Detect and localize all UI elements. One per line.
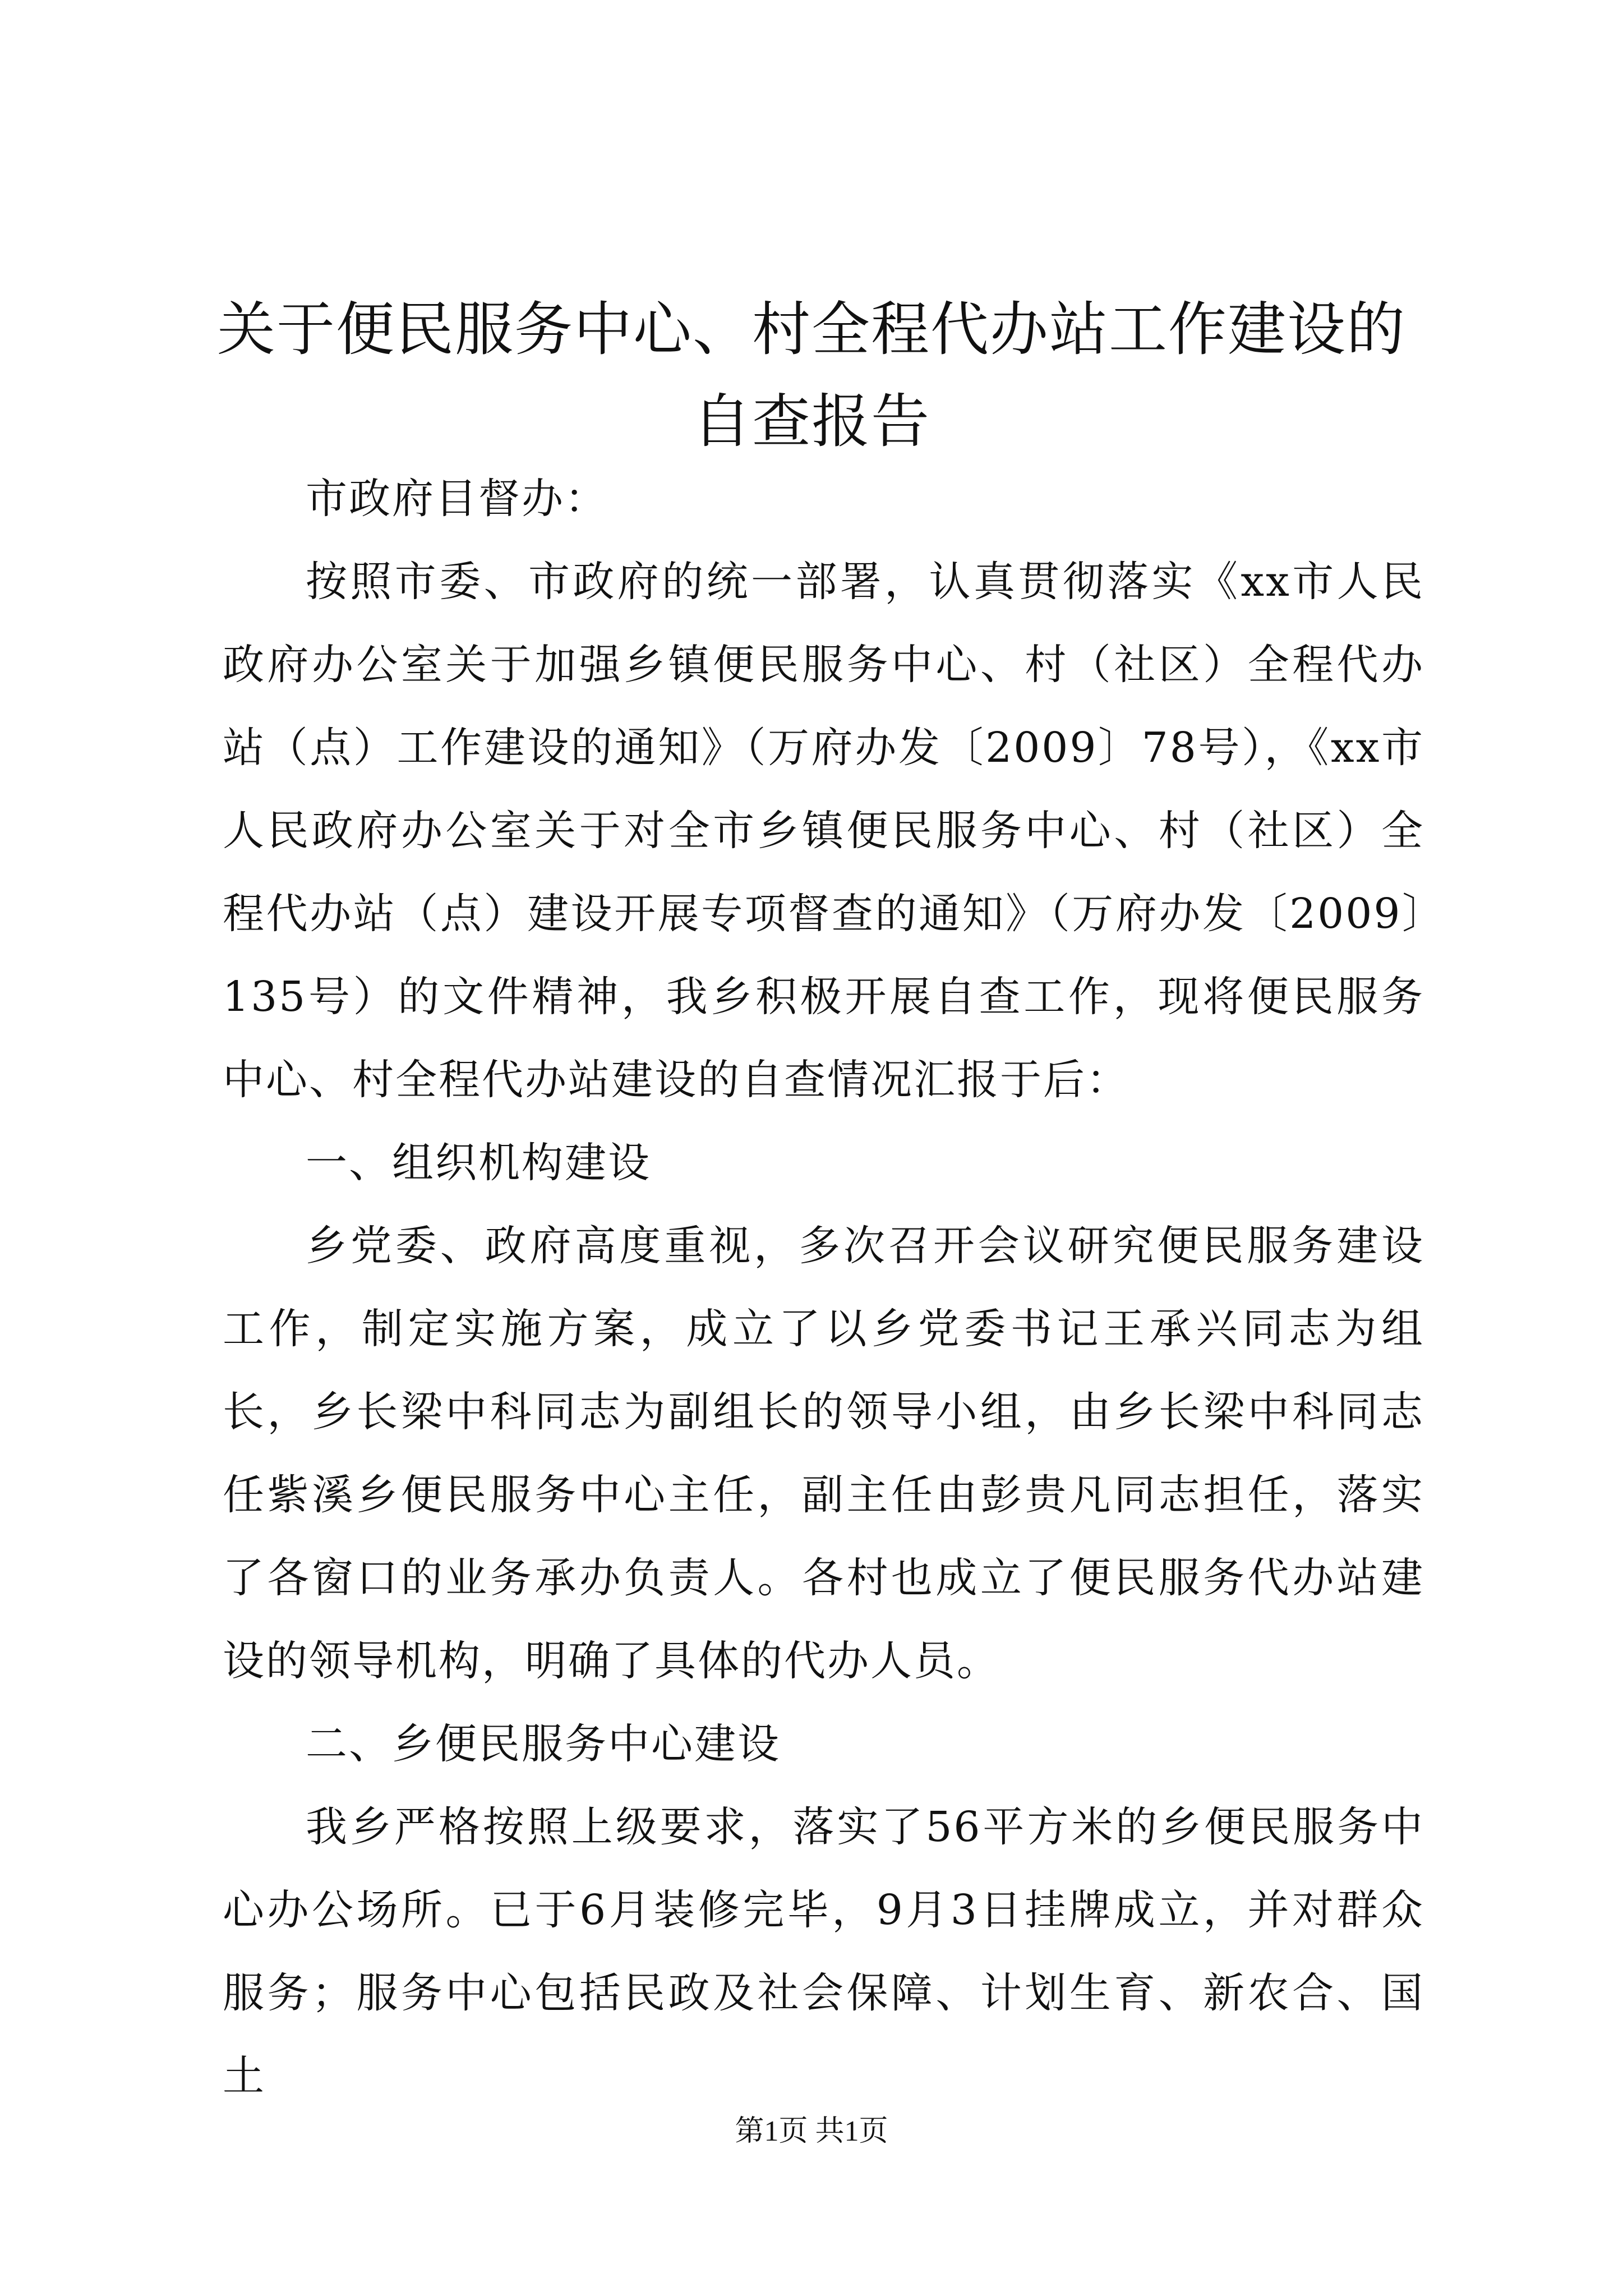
paragraph-service-center: 我乡严格按照上级要求，落实了56平方米的乡便民服务中心办公场所。已于6月装修完毕，9月3日挂牌成立，并对群众服务；服务中心包括民政及社会保障、计划生育、新农合、国土 (223, 1803, 1424, 2100)
section-heading-2: 二、乡便民服务中心建设 (306, 1720, 781, 1768)
page-footer: 第1页 共1页 (735, 2115, 888, 2147)
document-title: 关于便民服务中心、村全程代办站工作建设的自查报告 (216, 295, 1406, 455)
section-heading-1: 一、组织机构建设 (306, 1139, 651, 1187)
paragraph-intro: 按照市委、市政府的统一部署，认真贯彻落实《xx市人民政府办公室关于加强乡镇便民服务中心、村（社区）全程代办站（点）工作建设的通知》（万府办发〔2009〕78号），《xx市人民政府办公室关于对全市乡镇便民服务中心、村（社区）全程代办站（点）建设开展专项督查的通知》（万府办发〔2009〕135号）的文件精神，我乡积极开展自查工作，现将便民服务中心、村全程代办站建设的自查情况汇报于后： (223, 558, 1424, 1104)
salutation: 市政府目督办： (306, 475, 608, 523)
paragraph-organization: 乡党委、政府高度重视，多次召开会议研究便民服务建设工作，制定实施方案，成立了以乡党委书记王承兴同志为组长，乡长梁中科同志为副组长的领导小组，由乡长梁中科同志任紫溪乡便民服务中心主任，副主任由彭贵凡同志担任，落实了各窗口的业务承办负责人。各村也成立了便民服务代办站建设的领导机构，明确了具体的代办人员。 (223, 1222, 1424, 1685)
document-body (223, 457, 1424, 2118)
